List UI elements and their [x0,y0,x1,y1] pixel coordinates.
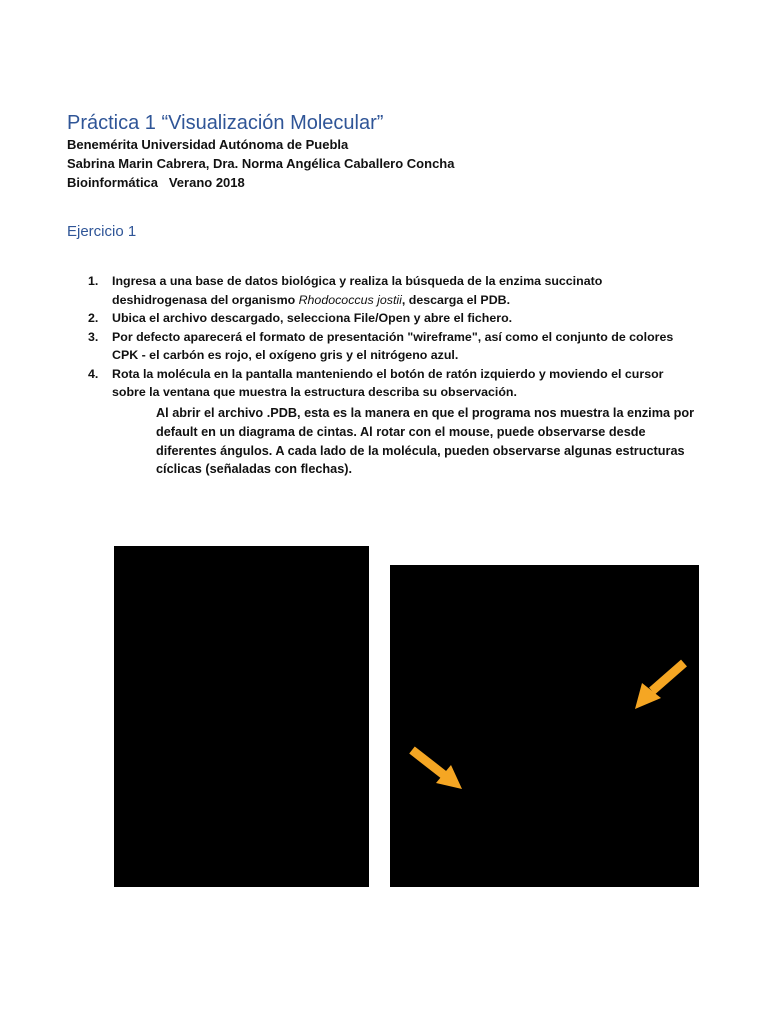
instruction-item-1 [88,272,698,309]
ribbon-diagram-rotated-image [390,565,699,887]
instruction-item-3 [88,328,698,365]
course-line: Bioinformática Verano 2018 [67,175,245,190]
species-name: Rhodococcus jostii [298,292,402,307]
ribbon-diagram-front-image [114,546,369,887]
instruction-item-4 [88,365,698,402]
item-number: 2. [88,311,99,325]
item-text: Ubica el archivo descargado, selecciona File/Open y abre el fichero. [112,311,513,325]
instruction-list [88,272,698,402]
page-title: Práctica 1 “Visualización Molecular” [67,112,384,134]
ribbon-diagram-rotated-placeholder [390,565,699,887]
item-text: Por defecto aparecerá el formato de presentación "wireframe", así como el conjunto de colores CPK - el carbón es rojo, el oxígeno gris y el nitrógeno azul. [112,329,674,362]
item-text-after: , descarga el PDB. [401,292,511,307]
institution-line: Benemérita Universidad Autónoma de Puebla [67,137,349,152]
item-number: 1. [88,274,99,288]
instruction-item-2 [88,309,698,328]
item-text-before: Ingresa a una base de datos biológica y realiza la búsqueda de la enzima succinato deshidrogenasa del organismo [112,274,603,307]
ribbon-diagram-front-placeholder [114,546,369,887]
observation-paragraph: Al abrir el archivo .PDB, esta es la manera en que el programa nos muestra la enzima por default en un diagrama de cintas. Al rotar con el mouse, puede observarse desde diferentes ángulos. A cada lado de la molécula, pueden observarse algunas estructuras cíclicas (señaladas con flechas). [156,406,695,477]
authors-line: Sabrina Marin Cabrera, Dra. Norma Angélica Caballero Concha [67,156,455,171]
section-heading: Ejercicio 1 [67,223,137,240]
item-number: 3. [88,329,99,344]
item-number: 4. [88,366,99,381]
item-text: Rota la molécula en la pantalla manteniendo el botón de ratón izquierdo y moviendo el cursor sobre la ventana que muestra la estructura describa su observación. [112,366,664,399]
